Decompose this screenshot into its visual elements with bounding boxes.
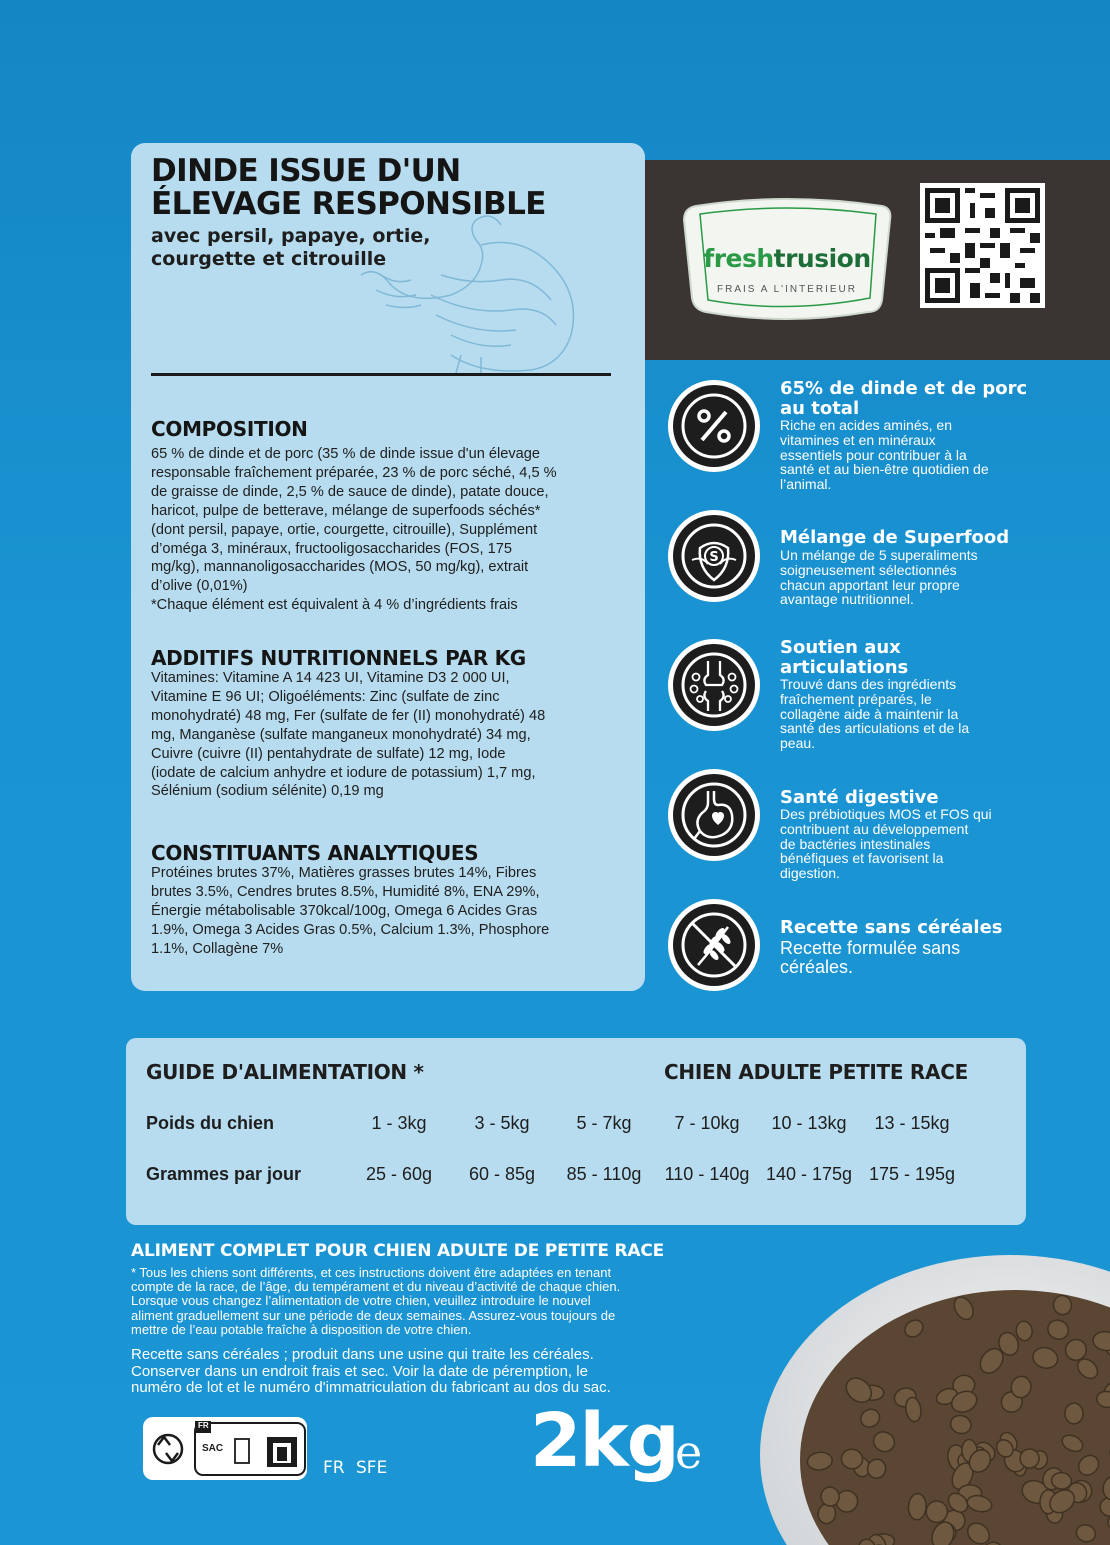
feature-text-line: céréales.: [780, 957, 854, 977]
feeding-guide-title: GUIDE D'ALIMENTATION *: [146, 1060, 424, 1084]
grams-cell: 110 - 140g: [664, 1164, 750, 1184]
grams-cell: 25 - 60g: [365, 1164, 433, 1184]
composition-line: haricot, pulpe de betterave, mélange de superfoods séchés*: [151, 502, 541, 519]
brand-name: [682, 244, 892, 273]
feeding-guide: [126, 1038, 1026, 1225]
feature-text-line: contribuent au développement: [780, 820, 969, 837]
net-weight: 2kg: [530, 1398, 678, 1484]
grams-row: [126, 1164, 1026, 1188]
constituants-title: CONSTITUANTS ANALYTIQUES: [151, 841, 479, 865]
brand-tagline: FRAIS A L'INTERIEUR: [717, 284, 857, 295]
constituants-line: Protéines brutes 37%, Matières grasses brutes 14%, Fibres: [151, 865, 537, 881]
weight-row-label: Poids du chien: [146, 1113, 275, 1133]
percent-icon: [668, 380, 760, 472]
composition-line: *Chaque élément est équivalent à 4 % d’ingrédients frais: [151, 597, 518, 614]
constituants-line: Énergie métabolisable 370kcal/100g, Omega 6 Acides Gras: [151, 902, 538, 919]
additifs-line: mg, Manganèse (sulfate manganeux monohydraté) 34 mg,: [151, 726, 531, 743]
feature-meat-content: [668, 378, 1088, 493]
feature-text-line: fraîchement préparés, le: [780, 690, 932, 707]
feature-title: [780, 788, 1080, 808]
feature-text-line: chacun apportant leur propre: [780, 576, 960, 593]
storage-note-line: Conserver dans un endroit frais et sec. Voir la date de péremption, le: [131, 1362, 588, 1380]
composition-line: mg/kg), mannanoligosaccharides (MOS, 50 mg/kg), extrait: [151, 559, 529, 576]
feature-superfood: [668, 510, 1088, 610]
kibble-bowl-image: [760, 1245, 1110, 1545]
feature-text-line: l’animal.: [780, 476, 832, 493]
feature-text-line: soigneusement sélectionnés: [780, 561, 957, 578]
weight-row: [126, 1113, 1026, 1137]
product-title: [151, 155, 621, 221]
additifs-line: (iodate de calcium anhydre et iodure de potassium) 1,7 mg,: [151, 764, 536, 781]
feature-title: [780, 379, 1080, 419]
feature-title-line: Recette sans céréales: [780, 917, 1003, 938]
constituants-text: [151, 864, 613, 959]
storage-note-line: numéro de lot et le numéro d'immatriculation du fabricant au dos du sac.: [131, 1379, 611, 1397]
feature-text-line: vitamines et en minéraux: [780, 431, 936, 448]
feature-text-line: santé et au bien-être quotidien de: [780, 461, 989, 478]
composition-line: 65 % de dinde et de porc (35 % de dinde issue d'un élevage: [151, 446, 540, 462]
feature-text-line: bénéfiques et favorisent la: [780, 850, 944, 867]
no-grain-icon: [668, 899, 760, 991]
brand-name-part-1: fresh: [703, 244, 774, 273]
additifs-line: Sélénium (sodium sélénite) 0,19 mg: [151, 783, 384, 800]
grams-cell: 140 - 175g: [765, 1164, 853, 1184]
feature-digestion: [668, 769, 1088, 882]
product-info-panel: [131, 143, 645, 991]
superfood-leaf-icon: [668, 510, 760, 602]
feature-text-line: peau.: [780, 735, 816, 752]
feature-text: [780, 939, 1080, 977]
feeding-guide-target: CHIEN ADULTE PETITE RACE: [664, 1060, 968, 1084]
composition-title: COMPOSITION: [151, 417, 308, 441]
grams-cell: 175 - 195g: [868, 1164, 956, 1184]
additifs-line: Cuivre (cuivre (II) pentahydrate de sulfate) 12 mg, Iode: [151, 745, 506, 762]
kibble-piece: [1065, 1403, 1083, 1424]
feature-text-line: santé des articulations et de la: [780, 720, 970, 737]
joint-icon: [668, 639, 760, 731]
constituants-line: 1.9%, Omega 3 Acides Gras 0.5%, Calcium 1.3%, Phosphore: [151, 921, 550, 938]
title-divider: [151, 373, 611, 376]
feeding-note-line: * Tous les chiens sont différents, et ces instructions doivent être adaptées en tenant: [131, 1265, 612, 1280]
feature-text-line: Recette formulée sans: [780, 938, 961, 958]
grams-cell: 60 - 85g: [468, 1164, 536, 1184]
product-type-heading: ALIMENT COMPLET POUR CHIEN ADULTE DE PETITE RACE: [131, 1241, 665, 1261]
recycle-country: FR: [198, 1421, 209, 1430]
storage-note: [131, 1347, 731, 1397]
composition-line: de graisse de dinde, 2,5 % de sauce de dinde), patate douce,: [151, 483, 549, 500]
product-title-line-1: DINDE ISSUE D'UN: [151, 153, 461, 189]
feature-title-line: Mélange de Superfood: [780, 527, 1010, 548]
feature-title-line: Soutien aux: [780, 637, 901, 658]
feature-text-line: Des prébiotiques MOS et FOS qui: [780, 806, 992, 822]
additifs-line: Vitamines: Vitamine A 14 423 UI, Vitamine D3 2 000 UI,: [151, 670, 510, 686]
stomach-icon: [668, 769, 760, 861]
composition-line: d’oméga 3, minéraux, fructooligosaccharides (FOS, 175: [151, 540, 512, 557]
additifs-title: ADDITIFS NUTRITIONNELS PAR KG: [151, 646, 526, 670]
weight-cell: 13 - 15kg: [874, 1113, 950, 1133]
additifs-text: [151, 669, 613, 801]
country-codes: FR SFE: [323, 1458, 388, 1478]
additifs-line: monohydraté) 48 mg, Fer (sulfate de fer (II) monohydraté) 48: [151, 707, 546, 724]
freshtrusion-logo: [682, 194, 892, 324]
grams-row-label: Grammes par jour: [146, 1164, 302, 1184]
constituants-line: brutes 3.5%, Cendres brutes 8.5%, Humidité 8%, ENA 29%,: [151, 883, 540, 900]
additifs-line: Vitamine E 96 UI; Oligoéléments: Zinc (sulfate de zinc: [151, 688, 500, 705]
weight-cell: 5 - 7kg: [576, 1113, 632, 1133]
feeding-note-line: compte de la race, de l’âge, du tempérament et du niveau d’activité de chaque chien.: [131, 1279, 621, 1295]
feature-title: [780, 528, 1080, 548]
composition-line: d’olive (0,01%): [151, 578, 248, 595]
brand-name-part-2: trusion: [773, 244, 871, 273]
product-subtitle-line-2: courgette et citrouille: [151, 248, 387, 270]
weight-cell: 10 - 13kg: [771, 1113, 847, 1133]
weight-cell: 3 - 5kg: [474, 1113, 530, 1133]
feature-text: [780, 548, 1080, 607]
grams-cell: 85 - 110g: [566, 1164, 642, 1184]
feature-text-line: de bactéries intestinales: [780, 835, 931, 852]
feature-title-line: 65% de dinde et de porc: [780, 378, 1028, 399]
svg-text:S: S: [709, 550, 719, 565]
feature-text: [780, 807, 1080, 881]
feature-title-line: au total: [780, 398, 860, 419]
feeding-note-line: mettre de l’eau potable fraîche à disposition de votre chien.: [131, 1321, 472, 1337]
storage-note-line: Recette sans céréales ; produit dans une usine qui traite les céréales.: [131, 1346, 594, 1363]
feature-text: [780, 677, 1080, 751]
composition-line: (dont persil, papaye, ortie, courgette, citrouille), Supplément: [151, 521, 538, 538]
brand-band: [645, 160, 1110, 360]
feature-text-line: essentiels pour contribuer à la: [780, 446, 967, 463]
recycling-badge: [143, 1417, 307, 1480]
feature-text-line: collagène aide à maintenir la: [780, 705, 959, 722]
constituants-line: 1.1%, Collagène 7%: [151, 940, 284, 957]
feature-text-line: Riche en acides aminés, en: [780, 417, 952, 433]
weight-cell: 7 - 10kg: [674, 1113, 740, 1133]
feature-joints: [668, 637, 1088, 752]
feature-text-line: avantage nutritionnel.: [780, 591, 914, 608]
kibble-piece: [908, 1493, 927, 1520]
product-subtitle: [151, 225, 430, 271]
feature-text: [780, 418, 1080, 492]
qr-code[interactable]: [920, 183, 1045, 308]
composition-text: [151, 445, 613, 615]
feature-title-line: articulations: [780, 657, 909, 678]
feature-grain-free: [668, 899, 1088, 999]
composition-line: responsable fraîchement préparée, 23 % de porc séché, 4,5 %: [151, 464, 557, 481]
feature-title: [780, 638, 1080, 678]
feeding-note: [131, 1266, 731, 1337]
feature-title-line: Santé digestive: [780, 787, 939, 808]
product-title-line-2: ÉLEVAGE RESPONSIBLE: [151, 186, 546, 222]
weight-cell: 1 - 3kg: [371, 1113, 427, 1133]
feeding-note-line: Lorsque vous changez l’alimentation de votre chien, veuillez introduire le nouvel: [131, 1293, 591, 1309]
kibble-piece: [1019, 1448, 1039, 1468]
product-subtitle-line-1: avec persil, papaye, ortie,: [151, 225, 431, 247]
feeding-note-line: aliment graduellement sur une période de deux semaines. Assurez-vous toujours de: [131, 1307, 616, 1323]
feature-title: [780, 918, 1080, 938]
feature-text-line: digestion.: [780, 865, 840, 882]
feature-text-line: Un mélange de 5 superaliments: [780, 547, 978, 563]
feature-text-line: Trouvé dans des ingrédients: [780, 676, 957, 692]
recycle-sac-label: SAC: [202, 1443, 224, 1454]
estimated-sign: e: [675, 1425, 703, 1479]
